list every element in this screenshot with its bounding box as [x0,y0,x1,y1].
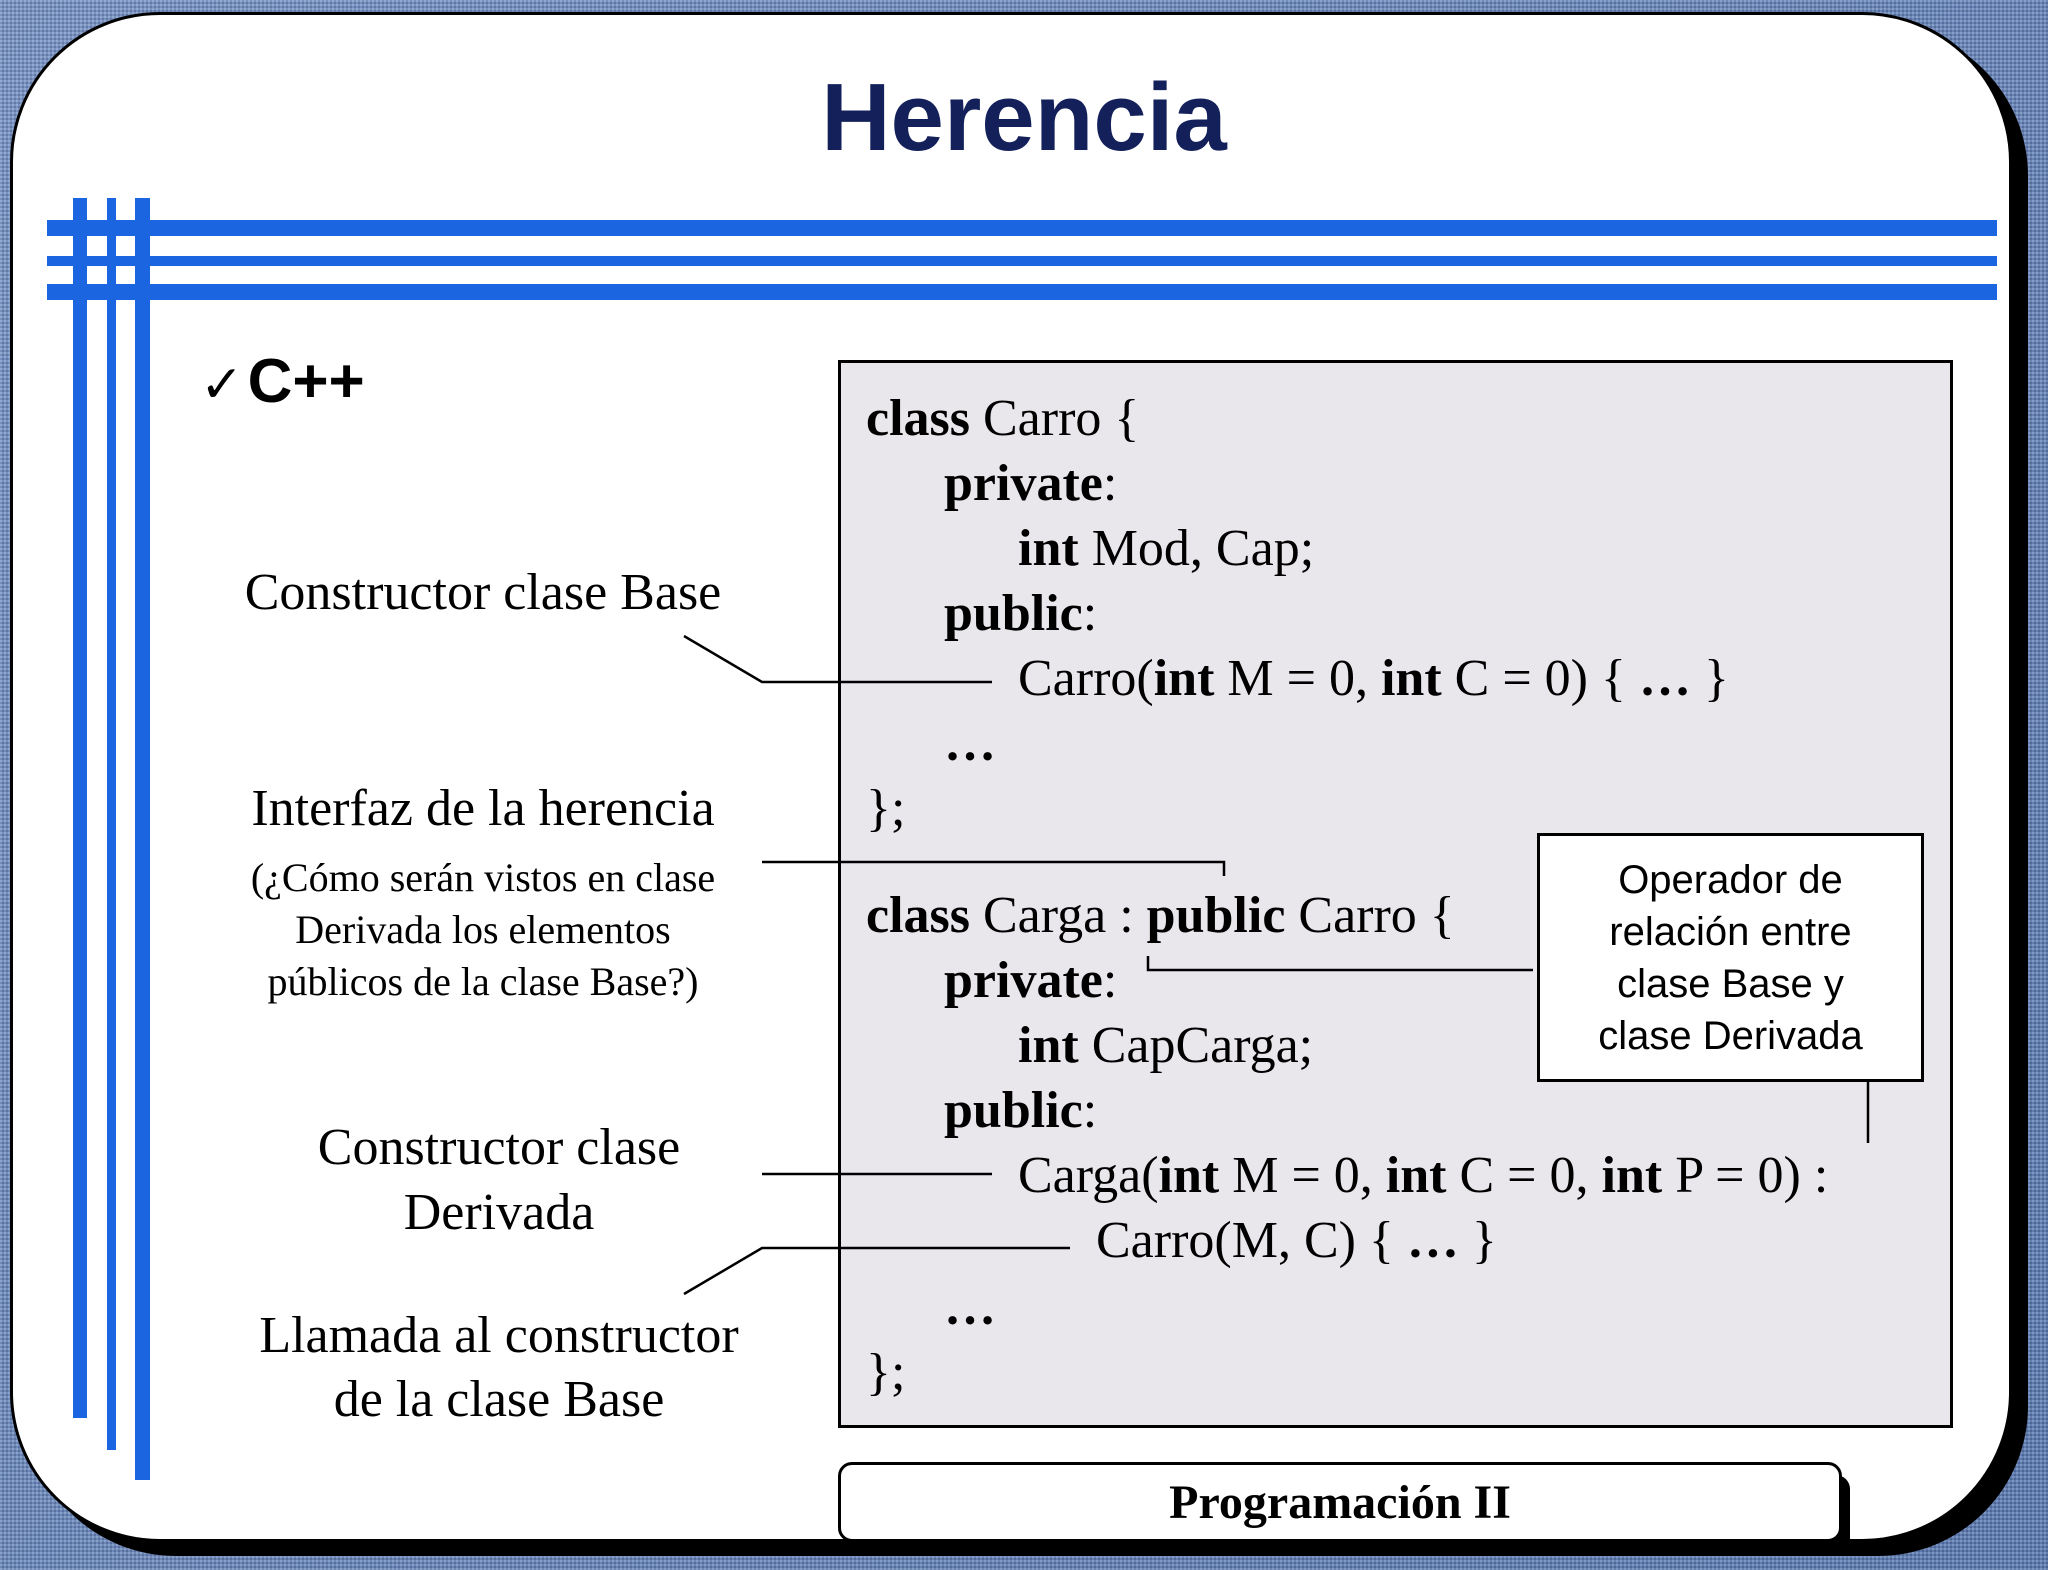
check-icon: ✓ [200,355,244,415]
ellipsis: … [944,715,996,772]
keyword: public [944,1082,1083,1139]
code-text: : [1082,1082,1098,1139]
relation-line-1: Operador de [1618,857,1843,902]
connector-base-constructor [684,636,992,682]
code-text: : [1102,455,1118,512]
keyword: int [1018,1017,1079,1074]
relation-line-3: clase Base y [1617,961,1844,1006]
ellipsis: … [1638,650,1691,707]
relation-text [1598,854,1863,1062]
code-text: Carro(M, C) { [1096,1212,1407,1269]
keyword: int [1380,650,1442,707]
code-text: Carga( [1018,1147,1159,1204]
relation-line-2: relación entre [1609,909,1852,954]
relation-line-4: clase Derivada [1598,1013,1863,1058]
keyword: class [866,390,970,447]
code-text: }; [866,780,906,837]
code-text: M = 0, [1214,650,1381,707]
code-text: : [1102,952,1118,1009]
label-base-constructor: Constructor clase Base [244,564,722,621]
code-text: }; [866,1344,906,1401]
label-interface-note-1: (¿Cómo serán vistos en clase [250,855,716,900]
label-derived-constructor-1: Constructor clase [317,1119,681,1176]
ellipsis: … [1406,1212,1459,1269]
footer-course-label: Programación II [838,1462,1842,1542]
subheading-text: C++ [247,347,365,416]
code-text: CapCarga; [1078,1017,1314,1074]
keyword: class [866,887,970,944]
connector-relation [1148,956,1533,970]
code-text: : [1082,585,1098,642]
code-text: M = 0, [1219,1147,1386,1204]
connector-base-call [684,1248,1070,1294]
keyword: private [944,455,1103,512]
code-text: C = 0, [1446,1147,1602,1204]
code-text: Carro { [970,390,1140,447]
keyword: int [1018,520,1079,577]
label-derived-constructor-2: Derivada [403,1184,595,1241]
keyword: public [1146,887,1286,944]
label-interface-title: Interfaz de la herencia [251,780,715,837]
keyword: private [944,952,1103,1009]
code-text: } [1458,1212,1497,1269]
code-text: } [1690,650,1729,707]
label-base-call-1: Llamada al constructor [259,1307,739,1364]
code-text: Carro( [1018,650,1154,707]
code-text: Carro { [1285,887,1455,944]
label-base-call-2: de la clase Base [333,1371,665,1428]
code-text: Mod, Cap; [1078,520,1315,577]
slide-title: Herencia [821,64,1227,171]
code-text: P = 0) : [1662,1147,1829,1204]
keyword: int [1158,1147,1220,1204]
ellipsis: … [944,1279,996,1336]
label-interface-note-2: Derivada los elementos [295,907,671,952]
keyword: int [1153,650,1215,707]
relation-operator-callout [1537,833,1924,1082]
code-text: Carga : [970,887,1147,944]
code-text: C = 0) { [1441,650,1639,707]
keyword: public [944,585,1083,642]
keyword: int [1385,1147,1447,1204]
connector-interface [762,862,1224,876]
keyword: int [1601,1147,1663,1204]
label-interface-note-3: públicos de la clase Base?) [267,959,699,1004]
